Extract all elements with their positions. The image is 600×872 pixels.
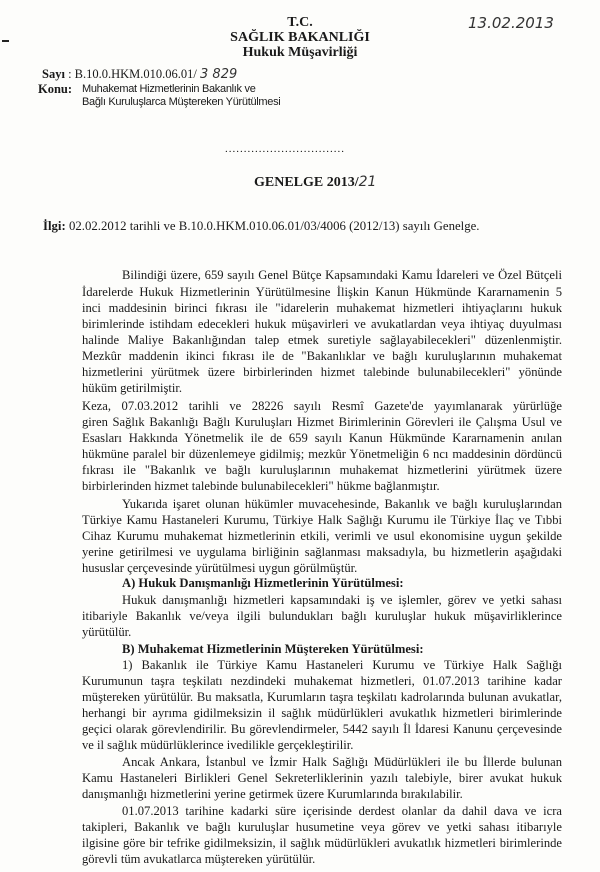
body-text-line: giren Sağlık Bakanlığı Bağlı Kuruluşları Hizmet Birimlerinin Görevleri ile Çalışma Usul ve bbox=[82, 415, 562, 429]
body-text-line: hüküm getirilmiştir. bbox=[82, 381, 183, 395]
body-text-line: birimlerinde istihdam edecekleri hukuk müşavirleri ve avukatlardan veya ihtiyaç duyulması bbox=[82, 317, 562, 331]
header-department: Hukuk Müşavirliği bbox=[242, 45, 358, 60]
body-text-line: birbirlerinden hizmet talebinde bulunabilecekleri" hükme bağlanmıştır. bbox=[82, 479, 440, 493]
circular-handwritten-number: 21 bbox=[358, 174, 377, 190]
body-text-line: Mezkûr maddenin ikinci fıkrası ile de "Bakanlıklar ve bağlı kuruluşlarının muhakemat bbox=[82, 349, 562, 363]
body-text-line: Esasları Hakkında Yönetmelik ile de 659 sayılı Kanun Hükmünde Kararnamenin anılan bbox=[82, 431, 562, 445]
header-ministry: SAĞLIK BAKANLIĞI bbox=[230, 30, 370, 45]
body-text-line: Kamu Hastaneleri Birlikleri Genel Sekreterliklerinin yazılı talebiyle, birer avukat hukuk bbox=[82, 771, 562, 785]
body-text-line: müştereken yürütülür. Bu maksatla, Kurumların taşra teşkilatı kadrolarında bulunan avukatlar, bbox=[82, 690, 562, 704]
konu-label: Konu: bbox=[38, 82, 73, 96]
body-text-line: İdarelerde Hukuk Hizmetlerinin Yürütülmesine İlişkin Kanun Hükmünde Kararnamenin 5 bbox=[82, 285, 562, 299]
body-text-line: ve il sağlık müdürlüklerince ivedilikle gerçekleştirilir. bbox=[82, 738, 354, 752]
sayi-label: Sayı bbox=[42, 67, 65, 81]
body-text-line: Cihaz Kurumu muhakemat hizmetlerinin etkili, verimli ve usul ekonomisine uygun şekilde bbox=[82, 529, 562, 543]
body-text-line: halinde Maliye Bakanlığından talep etmek suretiyle sağlayabilecekleri" düzenlenmiştir. bbox=[82, 333, 562, 347]
body-text-line: hizmetlerini yürütmek üzere birbirlerinden hizmet talebinde bulunabilecekleri" yönünde bbox=[82, 365, 562, 379]
body-text-line: hususlar çerçevesinde yürütülmesi uygun görülmüştür. bbox=[82, 561, 358, 575]
body-text-line: 1) Bakanlık ile Türkiye Kamu Hastaneleri Kurumu ve Türkiye Halk Sağlığı bbox=[122, 658, 562, 672]
body-text-line: Türkiye Kamu Hastaneleri Kurumu, Türkiye Halk Sağlığı Kurumu ile Türkiye İlaç ve Tıbbi bbox=[82, 513, 562, 527]
body-text-line: görevli tüm avukatlarca müştereken yürütülür. bbox=[82, 852, 316, 866]
handwritten-date: 13.02.2013 bbox=[468, 14, 554, 32]
body-text-line: yerine getirilmesi ve uygulama birliğinin sağlanması maksadıyla, bu hizmetlerin aşağıdaki bbox=[82, 545, 562, 559]
header-tc: T.C. bbox=[287, 15, 313, 30]
body-text-line: geçici olarak görevlendirilir. Bu görevlendirmeler, 5442 sayılı İl İdaresi Kanunu çerçevesinde bbox=[82, 722, 562, 736]
body-text-line: 01.07.2013 tarihine kadarki süre içerisinde derdest olanlar da dahil dava ve icra bbox=[122, 804, 562, 818]
section-heading: B) Muhakemat Hizmetlerinin Müştereken Yürütülmesi: bbox=[122, 642, 424, 656]
body-text-line: fıkrası ile "Bakanlık ve bağlı kuruluşlarının muhakemat hizmetlerini yürütmek üzere bbox=[82, 463, 562, 477]
body-text-line: Ancak Ankara, İstanbul ve İzmir Halk Sağlığı Müdürlükleri ile bu İllerde bulunan bbox=[122, 755, 562, 769]
body-text-line: Yukarıda işaret olunan hükümler muvacehesinde, Bakanlık ve bağlı kuruluşlarından bbox=[122, 497, 562, 511]
body-text-line: itibariyle Bakanlık ve/veya ilgili bulundukları bağlı kuruluşlar hukuk müşavirliklerince bbox=[82, 609, 562, 623]
sayi-value: : B.10.0.HKM.010.06.01/ bbox=[68, 67, 197, 81]
body-text-line: Bilindiği üzere, 659 sayılı Genel Bütçe Kapsamındaki Kamu İdareleri ve Özel Bütçeli bbox=[122, 268, 562, 282]
body-text-line: inci maddesinin birinci fıkrası ile "idarelerin muhakemat hizmetleri ihtiyaçlarını hukuk bbox=[82, 301, 562, 315]
body-text-line: hükmüne paralel bir düzenlemeye gidilmiş; mezkûr Yönetmeliğin 6 ncı maddesinin dördüncü bbox=[82, 447, 562, 461]
konu-line-2: Bağlı Kuruluşlarca Müştereken Yürütülmesi bbox=[82, 96, 281, 108]
body-text-line: Keza, 07.03.2012 tarihli ve 28226 sayılı Resmî Gazete'de yayımlanarak yürürlüğe bbox=[82, 399, 562, 413]
dotted-separator: ................................ bbox=[225, 143, 345, 155]
sayi-handwritten-number: 3 829 bbox=[200, 67, 238, 82]
circular-title-text: GENELGE 2013/ bbox=[254, 175, 359, 190]
ilgi-text: 02.02.2012 tarihli ve B.10.0.HKM.010.06.01/03/4006 (2012/13) sayılı Genelge. bbox=[65, 219, 480, 233]
body-text-line: danışmanlığı hizmetlerini yerine getirmek üzere Kurumlarında bırakılabilir. bbox=[82, 787, 463, 801]
ilgi-row bbox=[43, 219, 480, 234]
ilgi-label: İlgi: bbox=[43, 219, 66, 233]
circular-title bbox=[254, 174, 376, 191]
body-text-line: ilgisine göre bir tefrike gidilmeksizin, il sağlık müdürlükleri avukatlık hizmetleri birimlerinde bbox=[82, 836, 562, 850]
body-text-line: yürütülür. bbox=[82, 625, 132, 639]
section-heading: A) Hukuk Danışmanlığı Hizmetlerinin Yürütülmesi: bbox=[122, 576, 404, 590]
body-text-line: Kurumunun taşra teşkilatı nezdindeki muhakemat hizmetleri, 01.07.2013 tarihine kadar bbox=[82, 674, 562, 688]
sayi-row bbox=[42, 67, 237, 82]
konu-line-1: Muhakemat Hizmetlerinin Bakanlık ve bbox=[82, 83, 256, 95]
body-text-line: takipleri, Bakanlık ve bağlı kuruluşlar husumetine veya görev ve yetki sahası itibarıyle bbox=[82, 820, 562, 834]
body-text-line: Hukuk danışmanlığı hizmetleri kapsamındaki iş ve işlemler, görev ve yetki sahası bbox=[122, 593, 562, 607]
body-text-line: herhangi bir ayrıma gidilmeksizin il sağlık müdürlükleri avukatlık hizmetleri birimlerinde bbox=[82, 706, 562, 720]
